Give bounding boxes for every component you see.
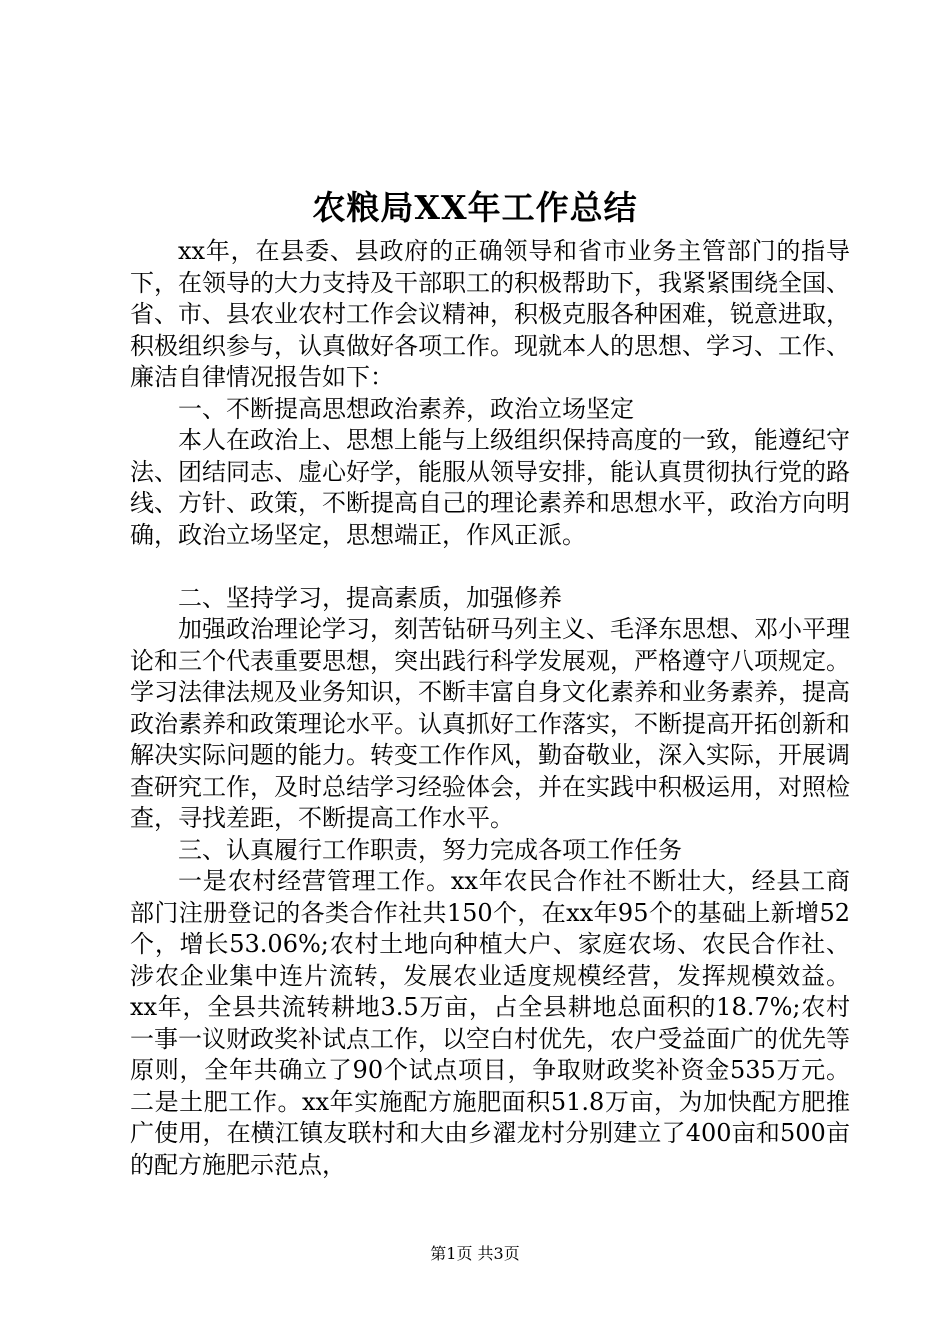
document-body (130, 236, 850, 1181)
section-2-paragraph: 加强政治理论学习，刻苦钻研马列主义、毛泽东思想、邓小平理论和三个代表重要思想，突出践行科学发展观，严格遵守八项规定。学习法律法规及业务知识，不断丰富自身文化素养和业务素养，提高政治素养和政策理论水平。认真抓好工作落实，不断提高开拓创新和解决实际问题的能力。转变工作作风，勤奋敬业，深入实际，开展调查研究工作，及时总结学习经验体会，并在实践中积极运用，对照检查，寻找差距，不断提高工作水平。 (130, 615, 850, 832)
section-1-heading: 一、不断提高思想政治素养，政治立场坚定 (178, 394, 634, 423)
section-3-heading: 三、认真履行工作职责，努力完成各项工作任务 (178, 835, 682, 864)
section-1-paragraph: 本人在政治上、思想上能与上级组织保持高度的一致，能遵纪守法、团结同志、虚心好学，能服从领导安排，能认真贯彻执行党的路线、方针、政策，不断提高自己的理论素养和思想水平，政治方向明确，政治立场坚定，思想端正，作风正派。 (130, 426, 850, 549)
intro-paragraph: xx年，在县委、县政府的正确领导和省市业务主管部门的指导下，在领导的大力支持及干部职工的积极帮助下，我紧紧围绕全国、省、市、县农业农村工作会议精神，积极克服各种困难，锐意进取，积极组织参与，认真做好各项工作。现就本人的思想、学习、工作、廉洁自律情况报告如下： (130, 237, 850, 391)
document-title: 农粮局XX年工作总结 (312, 188, 638, 227)
section-3-paragraph: 一是农村经营管理工作。xx年农民合作社不断壮大，经县工商部门注册登记的各类合作社共150个，在xx年95个的基础上新增52个，增长53.06%;农村土地向种植大户、家庭农场、农民合作社、涉农企业集中连片流转，发展农业适度规模经营，发挥规模效益。xx年，全县共流转耕地3.5万亩，占全县耕地总面积的18.7%;农村一事一议财政奖补试点工作，以空白村优先，农户受益面广的优先等原则，全年共确立了90个试点项目，争取财政奖补资金535万元。二是土肥工作。xx年实施配方施肥面积51.8万亩，为加快配方肥推广使用，在横江镇友联村和大由乡濯龙村分别建立了400亩和500亩的配方施肥示范点， (130, 867, 850, 1179)
section-2-heading: 二、坚持学习，提高素质，加强修养 (178, 583, 562, 612)
paragraph-gap (130, 551, 850, 583)
page-footer: 第1页 共3页 (430, 1244, 520, 1263)
